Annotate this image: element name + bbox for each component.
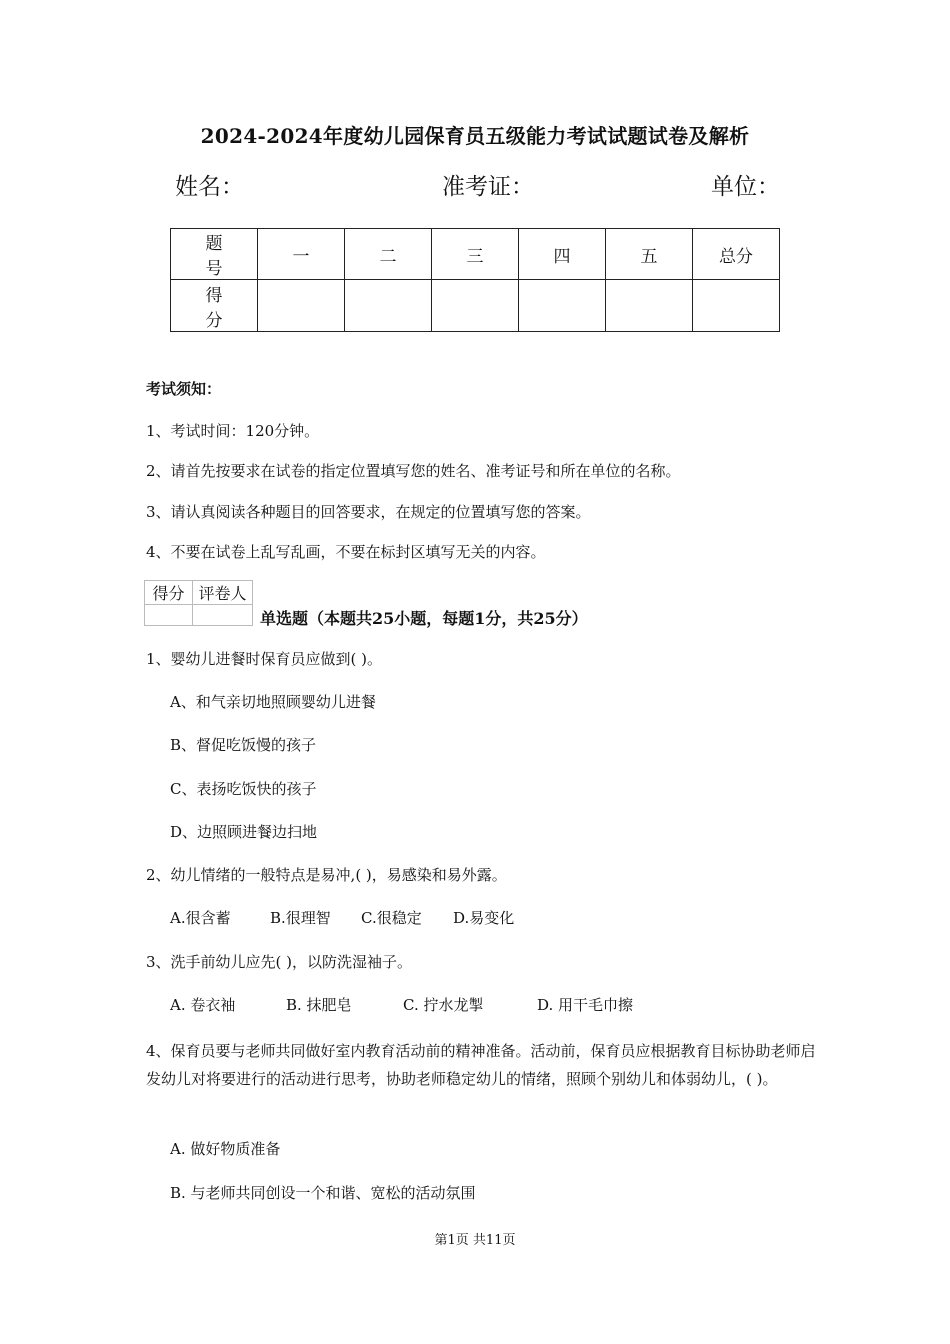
question-option: B. 与老师共同创设一个和谐、宽松的活动氛围 <box>170 1184 476 1202</box>
question-option: D. 用干毛巾擦 <box>537 996 634 1014</box>
question-option: A、和气亲切地照顾婴幼儿进餐 <box>170 693 376 711</box>
total-header: 总分 <box>693 229 780 280</box>
question-options-row <box>0 994 950 1016</box>
score-table <box>170 228 780 332</box>
section-heading: 单选题（本题共25小题，每题1分，共25分） <box>260 609 588 628</box>
score-label: 得 分 <box>171 280 258 332</box>
notice-item: 2、请首先按要求在试卷的指定位置填写您的姓名、准考证号和所在单位的名称。 <box>146 462 681 480</box>
exam-title: 2024-2024年度幼儿园保育员五级能力考试试题试卷及解析 <box>200 124 750 148</box>
question-option: B. 抹肥皂 <box>286 996 352 1014</box>
question-option: D.易变化 <box>453 909 515 927</box>
name-label: 姓名： <box>175 174 244 200</box>
score-cell <box>345 280 432 332</box>
question-option: C、表扬吃饭快的孩子 <box>170 780 317 798</box>
section-4-header: 四 <box>519 229 606 280</box>
candidate-info-fields <box>0 168 950 208</box>
question-stem: 1、婴幼儿进餐时保育员应做到( )。 <box>146 650 383 668</box>
notice-item: 4、不要在试卷上乱写乱画，不要在标封区填写无关的内容。 <box>146 543 546 561</box>
question-option: A.很含蓄 <box>170 909 231 927</box>
section-3-header: 三 <box>432 229 519 280</box>
question-option: A. 做好物质准备 <box>170 1140 281 1158</box>
section-1-header: 一 <box>258 229 345 280</box>
question-option: C. 拧水龙掣 <box>403 996 484 1014</box>
score-cell <box>606 280 693 332</box>
score-table-score-row <box>171 280 780 332</box>
section-2-header: 二 <box>345 229 432 280</box>
score-cell <box>258 280 345 332</box>
unit-label: 单位： <box>711 174 780 200</box>
question-options-row <box>0 907 950 929</box>
question-number-label: 题 号 <box>171 229 258 280</box>
question-option: A. 卷衣袖 <box>170 996 236 1014</box>
notice-item: 1、考试时间：120分钟。 <box>146 422 320 440</box>
section-5-header: 五 <box>606 229 693 280</box>
question-option: B.很理智 <box>270 909 331 927</box>
notice-item: 3、请认真阅读各种题目的回答要求，在规定的位置填写您的答案。 <box>146 503 591 521</box>
score-table-header-row <box>171 229 780 280</box>
exam-number-label: 准考证： <box>442 174 534 200</box>
page-footer: 第1页 共11页 <box>434 1233 516 1248</box>
question-stem: 2、幼儿情绪的一般特点是易冲,( )，易感染和易外露。 <box>146 866 507 884</box>
notice-title: 考试须知： <box>146 380 222 398</box>
grader-box <box>144 580 253 626</box>
question-option: D、边照顾进餐边扫地 <box>170 823 318 841</box>
question-stem: 3、洗手前幼儿应先( )，以防洗湿袖子。 <box>146 953 413 971</box>
question-option: C.很稳定 <box>361 909 422 927</box>
grader-score-label: 得分 <box>145 581 193 605</box>
total-score-cell <box>693 280 780 332</box>
grader-name-label: 评卷人 <box>193 581 253 605</box>
score-cell <box>519 280 606 332</box>
grader-score-cell <box>145 605 193 626</box>
score-cell <box>432 280 519 332</box>
grader-name-cell <box>193 605 253 626</box>
question-option: B、督促吃饭慢的孩子 <box>170 736 317 754</box>
question-stem: 4、保育员要与老师共同做好室内教育活动前的精神准备。活动前，保育员应根据教育目标协助老师启发幼儿对将要进行的活动进行思考，协助老师稳定幼儿的情绪，照顾个别幼儿和体弱幼儿，( )。 <box>146 1042 816 1088</box>
